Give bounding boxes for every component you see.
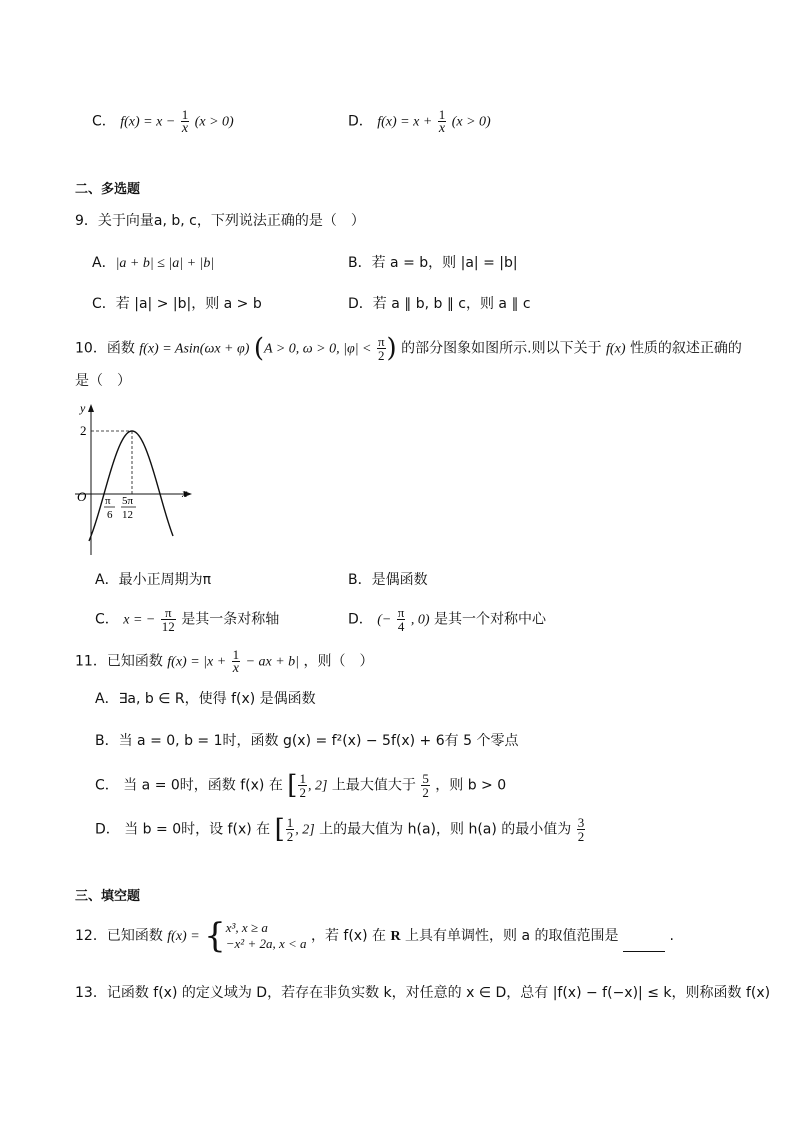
frac-num: 1: [438, 107, 446, 122]
option-label: A．: [95, 691, 119, 707]
stem-text: 10．函数: [75, 340, 135, 357]
option-text: 是偶函数: [371, 572, 428, 588]
section-title-multiple-choice: 二、多选题: [75, 182, 141, 197]
option-label: B．: [95, 733, 119, 749]
option-text: 当 a = 0时，函数 f(x) 在: [123, 777, 283, 794]
frac-den: 4: [397, 619, 405, 634]
option-label: C．: [95, 777, 119, 794]
option-math: x = −: [123, 612, 156, 628]
option-text: 若 |a| > |b|，则 a > b: [115, 296, 262, 312]
option-label: D．: [348, 296, 373, 312]
frac-den: 2: [299, 785, 306, 800]
x-label: x: [182, 486, 188, 500]
frac-den: x: [232, 661, 239, 676]
paren-right: ): [386, 333, 397, 364]
q10-stem: [75, 335, 742, 362]
bracket-left: [: [287, 770, 298, 801]
fraction: [232, 648, 241, 675]
q8-d-lhs: f(x) = x +: [377, 114, 433, 130]
frac-num: 1: [232, 647, 240, 662]
q12-stem: [75, 916, 674, 956]
option-label: C．: [92, 296, 116, 312]
frac-den: x: [438, 121, 446, 136]
fraction: [181, 108, 190, 135]
frac-den: 2: [377, 348, 385, 363]
interval-end: , 2]: [295, 822, 315, 838]
brace-left: {: [204, 916, 226, 956]
answer-blank[interactable]: [623, 937, 665, 952]
fraction: [161, 606, 176, 633]
stem-text: ，若 f(x) 在: [310, 928, 387, 944]
option-text: 当 a = 0, b = 1时，函数 g(x) = f²(x) − 5f(x) + 6有 5 个零点: [118, 733, 519, 749]
x-tick-5pi12-num: 5π: [122, 495, 134, 507]
function-expr: − ax + b|: [245, 654, 300, 670]
option-text: 是其一个对称中心: [433, 611, 546, 628]
stem-text: 上具有单调性，则 a 的取值范围是: [405, 928, 619, 944]
q10-option-d: [348, 606, 546, 633]
fraction: [438, 108, 447, 135]
frac-num: 1: [299, 771, 306, 786]
case-2: −x² + 2a, x < a: [225, 936, 307, 951]
q11-option-b: [95, 732, 518, 750]
option-text: |a + b| ≤ |a| + |b|: [115, 256, 215, 271]
stem-text: 性质的叙述正确的: [629, 340, 742, 357]
frac-num: 1: [181, 107, 189, 122]
q11-option-a: [95, 690, 316, 708]
function-expr: f(x) = Asin(ωx + φ): [139, 341, 250, 357]
q13-stem: 13．记函数 f(x) 的定义域为 D，若存在非负实数 k，对任意的 x ∈ D，总有 |f(x) − f(−x)| ≤ k，则称函数 f(x): [75, 985, 771, 1001]
sine-curve: [89, 431, 173, 541]
option-text: ∃a, b ∈ R，使得 f(x) 是偶函数: [118, 691, 316, 707]
y-label: y: [80, 401, 86, 415]
fraction: [298, 772, 307, 799]
q8-c-lhs: f(x) = x −: [120, 114, 176, 130]
piecewise-cases: [226, 920, 307, 952]
option-text: 当 b = 0时，设 f(x) 在: [124, 821, 271, 838]
option-text: ，则 b > 0: [435, 777, 507, 794]
stem-text: ，则（ ）: [303, 653, 374, 670]
option-label: C．: [95, 611, 119, 628]
q10-stem-cont: 是（ ）: [75, 373, 131, 389]
frac-num: 5: [422, 771, 429, 786]
stem-text: 11．已知函数: [75, 653, 163, 670]
option-label: A．: [92, 255, 116, 271]
frac-num: π: [397, 605, 405, 620]
frac-num: π: [161, 606, 176, 620]
frac-den: 2: [422, 785, 429, 800]
condition: A > 0, ω > 0, |φ| <: [264, 341, 372, 357]
x-tick-5pi12-den: 12: [122, 509, 133, 521]
option-text: 若 a = b，则 |a| = |b|: [371, 255, 518, 271]
y-tick-2: 2: [80, 423, 87, 438]
fraction: [377, 335, 386, 362]
piecewise: [204, 916, 307, 956]
q9-option-a: [92, 254, 214, 273]
q9-option-d: [348, 295, 531, 313]
q8-c-rhs: (x > 0): [194, 114, 234, 130]
frac-den: x: [181, 121, 189, 136]
fraction: [286, 816, 295, 843]
case-1: x³, x ≥ a: [225, 920, 268, 935]
function-expr: f(x) = |x +: [167, 654, 227, 670]
section-title-fill-in: 三、填空题: [75, 889, 141, 904]
q8-option-c: [92, 108, 234, 135]
x-tick-pi6-den: 6: [107, 509, 113, 521]
fraction: [421, 772, 430, 799]
function-expr: f(x) =: [167, 929, 200, 944]
frac-den: 2: [286, 829, 294, 844]
origin-label: O: [77, 489, 87, 504]
real-set-symbol: R: [390, 929, 401, 944]
q9-option-c: [92, 295, 262, 313]
q9-option-b: [348, 254, 518, 272]
y-axis-arrow: [88, 404, 94, 412]
bracket-left: [: [274, 814, 285, 845]
stem-text: 12．已知函数: [75, 928, 163, 944]
q11-option-c: [95, 772, 506, 799]
fraction: [397, 606, 406, 633]
q10-option-b: [348, 571, 428, 589]
option-label: B．: [348, 572, 372, 588]
q11-option-d: [95, 816, 586, 843]
q9-stem: 9．关于向量a, b, c，下列说法正确的是（ ）: [75, 213, 365, 229]
option-label: D．: [348, 611, 373, 628]
option-label: B．: [348, 255, 372, 271]
interval-end: , 2]: [307, 778, 328, 794]
option-math: (−: [377, 612, 392, 628]
x-tick-pi6-num: π: [105, 495, 111, 507]
stem-text: .: [669, 928, 674, 944]
q10-option-c: [95, 606, 279, 633]
option-text: 上最大值大于: [331, 777, 416, 794]
frac-num: 1: [286, 815, 294, 830]
option-text: 最小正周期为π: [118, 572, 212, 588]
fraction: [577, 816, 586, 843]
option-label: A．: [95, 572, 119, 588]
option-label: D．: [95, 821, 120, 838]
option-label: C．: [92, 113, 116, 130]
option-label: D．: [348, 113, 373, 130]
q10-option-a: [95, 571, 211, 589]
frac-num: 3: [577, 815, 585, 830]
q10-graph: [70, 400, 200, 560]
frac-den: 12: [161, 619, 175, 634]
option-text: 上的最大值为 h(a)，则 h(a) 的最小值为: [319, 821, 572, 838]
option-text: 是其一条对称轴: [181, 611, 280, 628]
option-text: 若 a ∥ b, b ∥ c，则 a ∥ c: [372, 296, 531, 312]
q8-option-d: [348, 108, 491, 135]
frac-num: π: [377, 334, 385, 349]
q11-stem: [75, 648, 374, 675]
function-expr: f(x): [606, 341, 626, 357]
paren-left: (: [253, 333, 265, 364]
frac-den: 2: [577, 829, 585, 844]
option-math: , 0): [410, 612, 430, 628]
q8-d-rhs: (x > 0): [451, 114, 491, 130]
stem-text: 的部分图象如图所示.则以下关于: [401, 340, 602, 357]
